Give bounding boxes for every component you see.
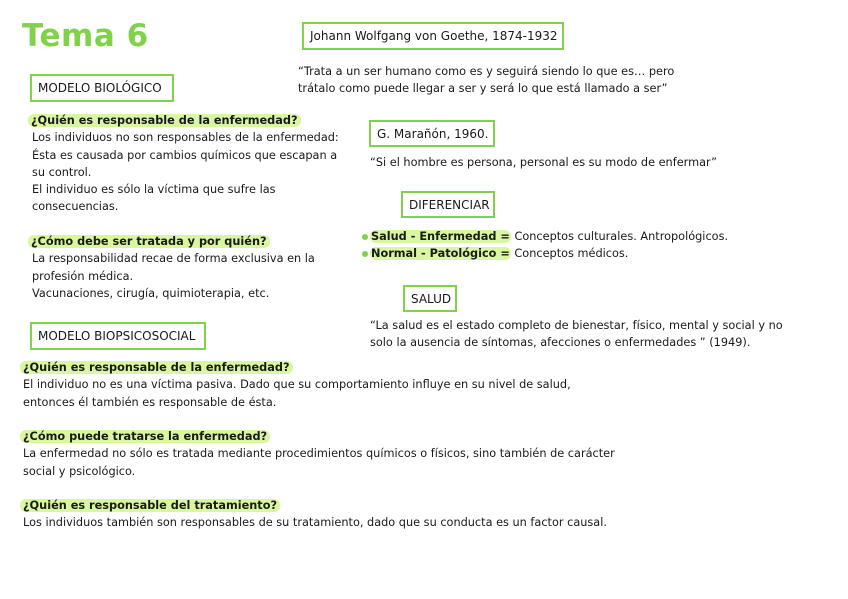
answer-line: entonces él también es responsable de ésta. [23,395,277,409]
salud-quote [370,317,783,352]
goethe-quote [298,63,674,98]
question-highlight: ¿Quién es responsable del tratamiento? [20,499,280,512]
modelo-biopsicosocial-box: MODELO BIOPSICOSOCIAL [30,322,206,350]
bullet-dot-icon [362,251,368,257]
salud-box: SALUD [403,285,457,312]
answer-line: Los individuos no son responsables de la enfermedad: [32,131,339,145]
question-highlight: ¿Quién es responsable de la enfermedad? [20,361,293,374]
modelo-biologico-section-2 [28,233,315,302]
answer-line: su control. [32,165,92,179]
answer-line: Vacunaciones, cirugía, quimioterapia, etc. [32,286,270,300]
answer-line: consecuencias. [32,200,119,214]
salud-quote-line: “La salud es el estado completo de bienestar, físico, mental y social y no [370,319,783,332]
answer-line: Los individuos también son responsables de su tratamiento, dado que su conducta es un factor causal. [23,516,607,530]
answer-line: El individuo no es una víctima pasiva. Dado que su comportamiento influye en su nivel de salud, [23,378,571,392]
answer-line: social y psicológico. [23,464,136,478]
goethe-author-box: Johann Wolfgang von Goethe, 1874-1932 [302,22,564,50]
modelo-biopsicosocial-section-2 [20,428,615,480]
salud-quote-line: solo la ausencia de síntomas, afecciones o enfermedades ” (1949). [370,336,751,350]
question-highlight: ¿Cómo debe ser tratada y por quién? [28,235,270,248]
modelo-biologico-box: MODELO BIOLÓGICO [30,74,174,102]
diferenciar-box: DIFERENCIAR [401,191,495,218]
question-highlight: ¿Quién es responsable de la enfermedad? [28,114,301,127]
term-definition: Conceptos culturales. Antropológicos. [510,230,729,243]
term-highlight: Salud - Enfermedad = [371,230,510,243]
modelo-biopsicosocial-section [20,359,571,411]
maranon-quote: “Si el hombre es persona, personal es su modo de enfermar” [370,156,717,169]
answer-line: La responsabilidad recae de forma exclusiva en la [32,252,315,266]
answer-line: El individuo es sólo la víctima que sufre las [32,183,276,197]
answer-line: profesión médica. [32,269,134,283]
question-highlight: ¿Cómo puede tratarse la enfermedad? [20,430,270,443]
page-title: Tema 6 [22,18,149,54]
term-highlight: Normal - Patológico = [371,247,510,261]
maranon-author-box: G. Marañón, 1960. [369,120,495,147]
answer-line: La enfermedad no sólo es tratada mediante procedimientos químicos o físicos, sino también de carácter [23,447,615,461]
modelo-biologico-section [28,112,339,216]
answer-line: Ésta es causada por cambios químicos que escapan a [32,148,338,162]
goethe-quote-line: trátalo como puede llegar a ser y será lo que está llamado a ser” [298,82,668,96]
diferenciar-list [362,228,728,263]
goethe-quote-line: “Trata a un ser humano como es y seguirá siendo lo que es… pero [298,65,675,78]
list-item [362,245,728,262]
term-definition: Conceptos médicos. [510,247,629,261]
bullet-dot-icon [362,234,368,240]
list-item [362,228,728,245]
modelo-biopsicosocial-section-3 [20,497,607,532]
